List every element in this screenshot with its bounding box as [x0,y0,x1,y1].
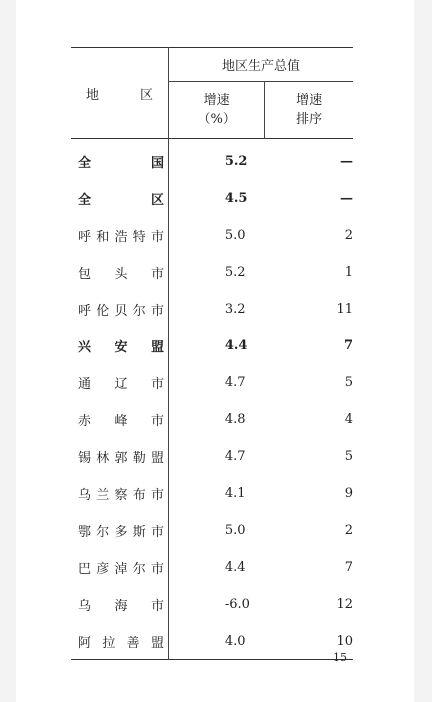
growth-value-cell [169,549,265,586]
rank-value-cell: — [340,153,353,169]
growth-value: 3.2 [224,301,246,317]
gdp-group-header: 地区生产总值 [169,48,353,82]
region-name-cell: 包 头 市 [71,254,169,291]
growth-value-cell [169,475,265,512]
rank-value-cell: 12 [336,596,353,612]
table-row [71,180,353,217]
rank-value-cell: 9 [344,485,353,501]
rank-value-cell: 7 [343,338,353,354]
growth-value: 5.2 [224,264,246,280]
growth-value: 5.0 [224,522,246,538]
growth-column-header [169,82,265,139]
table-row [71,254,353,291]
table-body [71,139,353,660]
table-row [71,475,353,512]
growth-value: 4.4 [224,559,246,575]
page-number: 15 [333,651,347,664]
table-row [71,364,353,401]
growth-header-line2: （%） [197,112,236,127]
growth-value-cell [169,364,265,401]
growth-value-cell [169,586,265,623]
growth-value: 5.0 [224,227,246,243]
table-row [71,512,353,549]
rank-value-cell: 5 [344,375,353,391]
growth-value: 4.7 [224,375,246,391]
region-name-cell: 呼伦贝尔市 [71,291,169,328]
growth-value-cell [169,327,265,364]
rank-column-header [265,82,353,139]
region-name-cell: 巴彦淖尔市 [71,549,169,586]
growth-value-cell [169,291,265,328]
table-row [71,586,353,623]
region-name-cell: 全 国 [71,139,169,180]
growth-value-cell [169,254,265,291]
growth-value-cell [169,180,265,217]
growth-value-cell [169,139,265,180]
rank-header-line2: 排序 [296,112,323,127]
region-name-cell: 乌 海 市 [71,586,169,623]
growth-value: 5.2 [224,153,248,169]
rank-value-cell: 1 [344,264,353,280]
rank-value-cell: 2 [344,522,353,538]
region-column-header: 地 区 [71,48,169,139]
table-row [71,401,353,438]
growth-header-line1: 增速 [203,93,230,108]
growth-value-cell [169,623,265,660]
region-name-cell: 通 辽 市 [71,364,169,401]
document-page [16,0,414,702]
rank-value-cell: 4 [344,412,353,428]
table-row [71,327,353,364]
gdp-growth-table [71,47,353,660]
region-name-cell: 乌兰察布市 [71,475,169,512]
growth-value-cell [169,438,265,475]
rank-value-cell: 5 [344,449,353,465]
rank-value-cell: 7 [344,559,353,575]
table-row [71,549,353,586]
rank-value-cell: 10 [336,633,353,649]
growth-value-cell [169,217,265,254]
table-row [71,139,353,180]
growth-value-cell [169,401,265,438]
growth-value: 4.7 [224,449,246,465]
table-row [71,217,353,254]
growth-value: 4.8 [224,412,246,428]
region-name-cell: 阿拉善盟 [71,623,169,660]
growth-value: 4.5 [224,190,248,206]
table-row [71,438,353,475]
rank-value-cell: 2 [344,227,353,243]
growth-value: 4.1 [224,485,246,501]
growth-value: 4.4 [224,338,248,354]
rank-header-line1: 增速 [296,93,323,108]
region-name-cell: 呼和浩特市 [71,217,169,254]
table-row [71,291,353,328]
rank-value-cell: — [340,190,353,206]
region-name-cell: 赤 峰 市 [71,401,169,438]
region-name-cell: 兴 安 盟 [71,327,169,364]
growth-value: 4.0 [224,633,246,649]
region-name-cell: 全 区 [71,180,169,217]
growth-value-cell [169,512,265,549]
growth-value: -6.0 [224,596,250,612]
table-row [71,623,353,660]
region-name-cell: 锡林郭勒盟 [71,438,169,475]
table-header [71,48,353,139]
region-name-cell: 鄂尔多斯市 [71,512,169,549]
rank-value-cell: 11 [336,301,353,317]
